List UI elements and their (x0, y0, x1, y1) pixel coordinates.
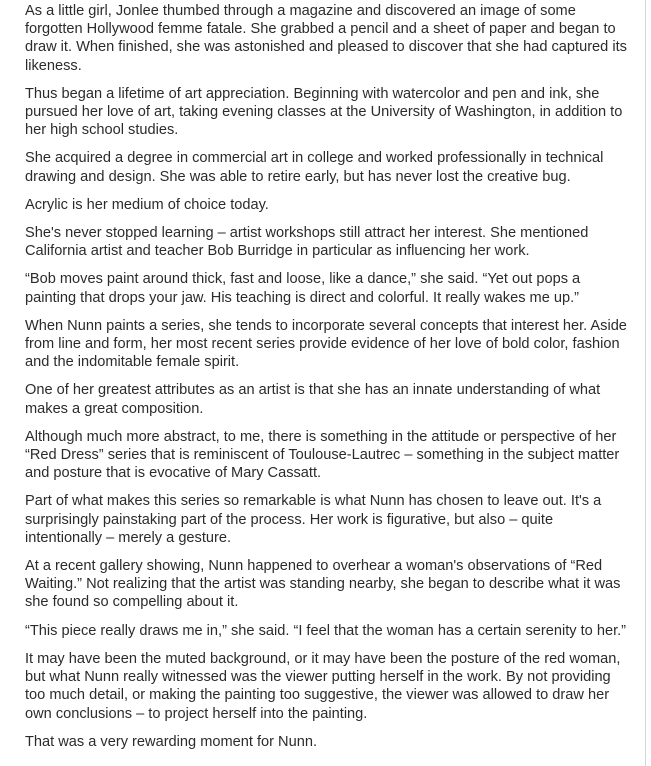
paragraph-4: Acrylic is her medium of choice today. (25, 196, 269, 213)
paragraph-2: Thus began a lifetime of art appreciation. Beginning with watercolor and pen and ink, she pursued her love of art, taking evening classes at the University of Washington, in addition to her high school studies. (25, 85, 623, 139)
paragraph-8: One of her greatest attributes as an artist is that she has an innate understanding of what makes a great composition. (25, 382, 601, 417)
paragraph-3: She acquired a degree in commercial art in college and worked professionally in technical drawing and design. She was able to retire early, but has never lost the creative bug. (25, 150, 604, 185)
paragraph-13: It may have been the muted background, or it may have been the posture of the red woman, but what Nunn really witnessed was the viewer putting herself in the work. By not providing too much detail, or making the painting too suggestive, the viewer was allowed to draw her own conclusions – to project herself into the painting. (25, 650, 621, 722)
paragraph-9: Although much more abstract, to me, there is something in the attitude or perspective of her “Red Dress” series that is reminiscent of Toulouse-Lautrec – something in the subject matter and posture that is evocative of Mary Cassatt. (25, 428, 620, 482)
paragraph-14: That was a very rewarding moment for Nunn. (25, 733, 317, 750)
article-body (25, 2, 630, 761)
paragraph-7: When Nunn paints a series, she tends to incorporate several concepts that interest her. Aside from line and form, her most recent series provide evidence of her love of bold color, fashion and the indomitable female spirit. (25, 317, 627, 371)
paragraph-10: Part of what makes this series so remarkable is what Nunn has chosen to leave out. It's a surprisingly painstaking part of the process. Her work is figurative, but also – quite intentionally – merely a gesture. (25, 493, 602, 546)
paragraph-11: At a recent gallery showing, Nunn happened to overhear a woman's observations of “Red Waiting.” Not realizing that the artist was standing nearby, she began to describe what it was she found so compelling about it. (25, 558, 621, 611)
paragraph-1: As a little girl, Jonlee thumbed through a magazine and discovered an image of some forgotten Hollywood femme fatale. She grabbed a pencil and a sheet of paper and began to draw it. When finished, she was astonished and pleased to discover that she had captured its likeness. (25, 3, 627, 74)
paragraph-6: “Bob moves paint around thick, fast and loose, like a dance,” she said. “Yet out pops a painting that drops your jaw. His teaching is direct and colorful. It really wakes me up.” (25, 271, 581, 306)
paragraph-5: She's never stopped learning – artist workshops still attract her interest. She mentioned California artist and teacher Bob Burridge in particular as influencing her work. (25, 225, 589, 260)
paragraph-12: “This piece really draws me in,” she said. “I feel that the woman has a certain serenity to her.” (25, 622, 627, 639)
